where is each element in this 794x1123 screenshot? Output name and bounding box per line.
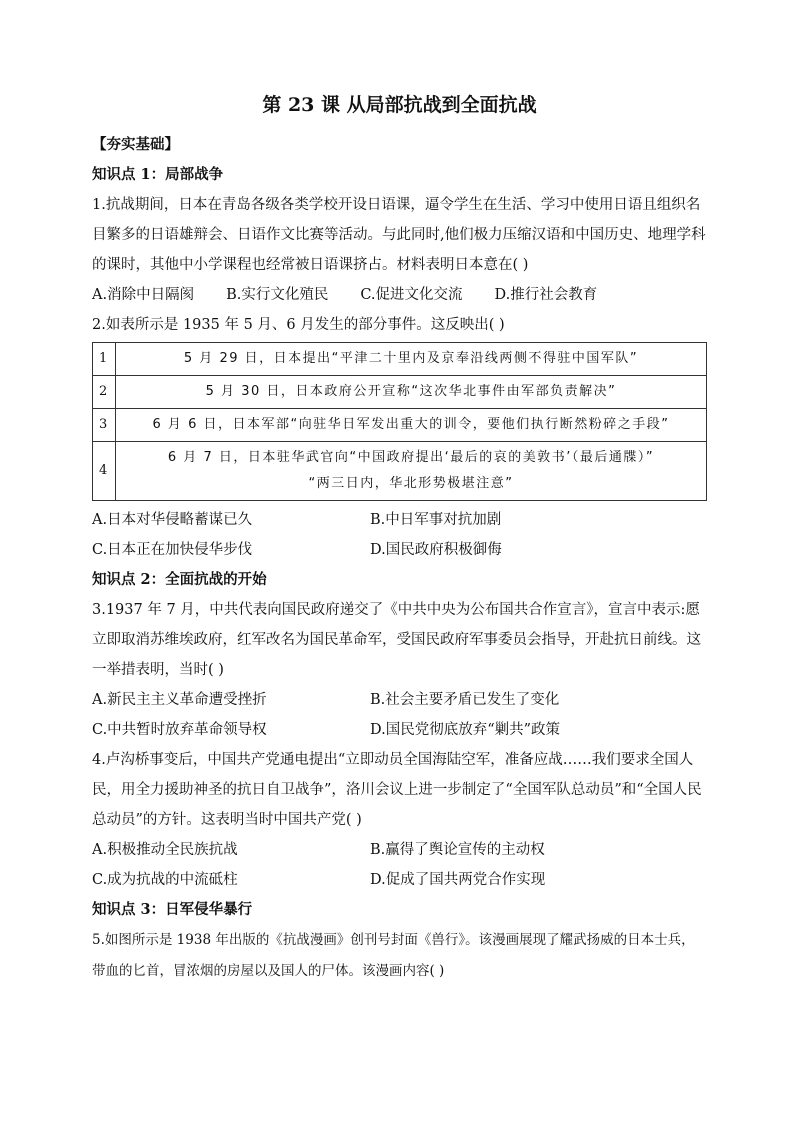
question-5-stem: 5.如图所示是 1938 年出版的《抗战漫画》创刊号封面《兽行》。该漫画展现了耀武扬威的日本士兵，带血的匕首，冒浓烟的房屋以及国人的尸体。该漫画内容( )	[92, 932, 695, 979]
row-text-line: 6 月 7 日，日本驻华武官向“中国政府提出‘最后的哀的美敦书’（最后通牒）”	[167, 450, 655, 465]
section-heading-basic: 【夯实基础】	[92, 136, 179, 153]
question-1-stem: 1.抗战期间，日本在青岛各级各类学校开设日语课，逼令学生在生活、学习中使用日语且组织名目繁多的日语雄辩会、日语作文比赛等活动。与此同时,他们极力压缩汉语和中国历史、地理学科的课时，其他中小学课程也经常被日语课挤占。材料表明日本意在( )	[92, 197, 706, 273]
option-c: C.促进文化交流	[360, 287, 463, 303]
row-number: 4	[93, 442, 116, 501]
page-title: 第 23 课 从局部抗战到全面抗战	[262, 94, 537, 116]
question-2-stem: 2.如表所示是 1935 年 5 月、6 月发生的部分事件。这反映出( )	[92, 317, 505, 333]
option-b: B.社会主要矛盾已发生了变化	[370, 692, 560, 708]
option-b: B.实行文化殖民	[226, 287, 329, 303]
option-d: D.推行社会教育	[494, 287, 598, 303]
option-c: C.成为抗战的中流砥柱	[92, 872, 238, 888]
option-b: B.中日军事对抗加剧	[370, 512, 502, 528]
row-text: 5 月 29 日，日本提出“平津二十里内及京奉沿线两侧不得驻中国军队”	[116, 343, 707, 376]
option-c: C.中共暂时放弃革命领导权	[92, 722, 267, 738]
table-row	[93, 409, 707, 442]
question-2-options	[92, 505, 707, 565]
question-4-stem: 4.卢沟桥事变后，中国共产党通电提出“立即动员全国海陆空军，准备应战……我们要求全国人民，用全力援助神圣的抗日自卫战争”，洛川会议上进一步制定了“全国军队总动员”和“全国人民总动员”的方针。这表明当时中国共产党( )	[92, 752, 702, 828]
row-text: 5 月 30 日，日本政府公开宣称“这次华北事件由军部负责解决”	[116, 376, 707, 409]
option-b: B.赢得了舆论宣传的主动权	[370, 842, 545, 858]
events-table	[92, 342, 707, 501]
row-number: 1	[93, 343, 116, 376]
option-d: D.促成了国共两党合作实现	[370, 872, 546, 888]
option-d: D.国民党彻底放弃“剿共”政策	[370, 722, 561, 738]
table-row	[93, 343, 707, 376]
row-text	[116, 442, 707, 501]
row-text: 6 月 6 日，日本军部“向驻华日军发出重大的训令，要他们执行断然粉碎之手段”	[116, 409, 707, 442]
option-a: A.积极推动全民族抗战	[92, 842, 238, 858]
question-4-options	[92, 835, 707, 895]
option-d: D.国民政府积极御侮	[370, 542, 502, 558]
option-a: A.日本对华侵略蓄谋已久	[92, 512, 253, 528]
table-row	[93, 376, 707, 409]
row-number: 3	[93, 409, 116, 442]
row-text-line: “两三日内，华北形势极堪注意”	[308, 476, 514, 491]
document-page	[92, 92, 707, 987]
option-c: C.日本正在加快侵华步伐	[92, 542, 253, 558]
question-3-options	[92, 685, 707, 745]
knowledge-point-1: 知识点 1：局部战争	[92, 166, 224, 183]
table-row	[93, 442, 707, 501]
question-3-stem: 3.1937 年 7 月，中共代表向国民政府递交了《中共中央为公布国共合作宣言》，宣言中表示:愿立即取消苏维埃政府，红军改名为国民革命军，受国民政府军事委员会指导，开赴抗日前线。这一举措表明，当时( )	[92, 602, 701, 678]
option-a: A.新民主主义革命遭受挫折	[92, 692, 267, 708]
question-1-options	[92, 280, 707, 310]
option-a: A.消除中日隔阂	[92, 287, 195, 303]
knowledge-point-3: 知识点 3：日军侵华暴行	[92, 901, 253, 918]
row-number: 2	[93, 376, 116, 409]
knowledge-point-2: 知识点 2：全面抗战的开始	[92, 571, 267, 588]
